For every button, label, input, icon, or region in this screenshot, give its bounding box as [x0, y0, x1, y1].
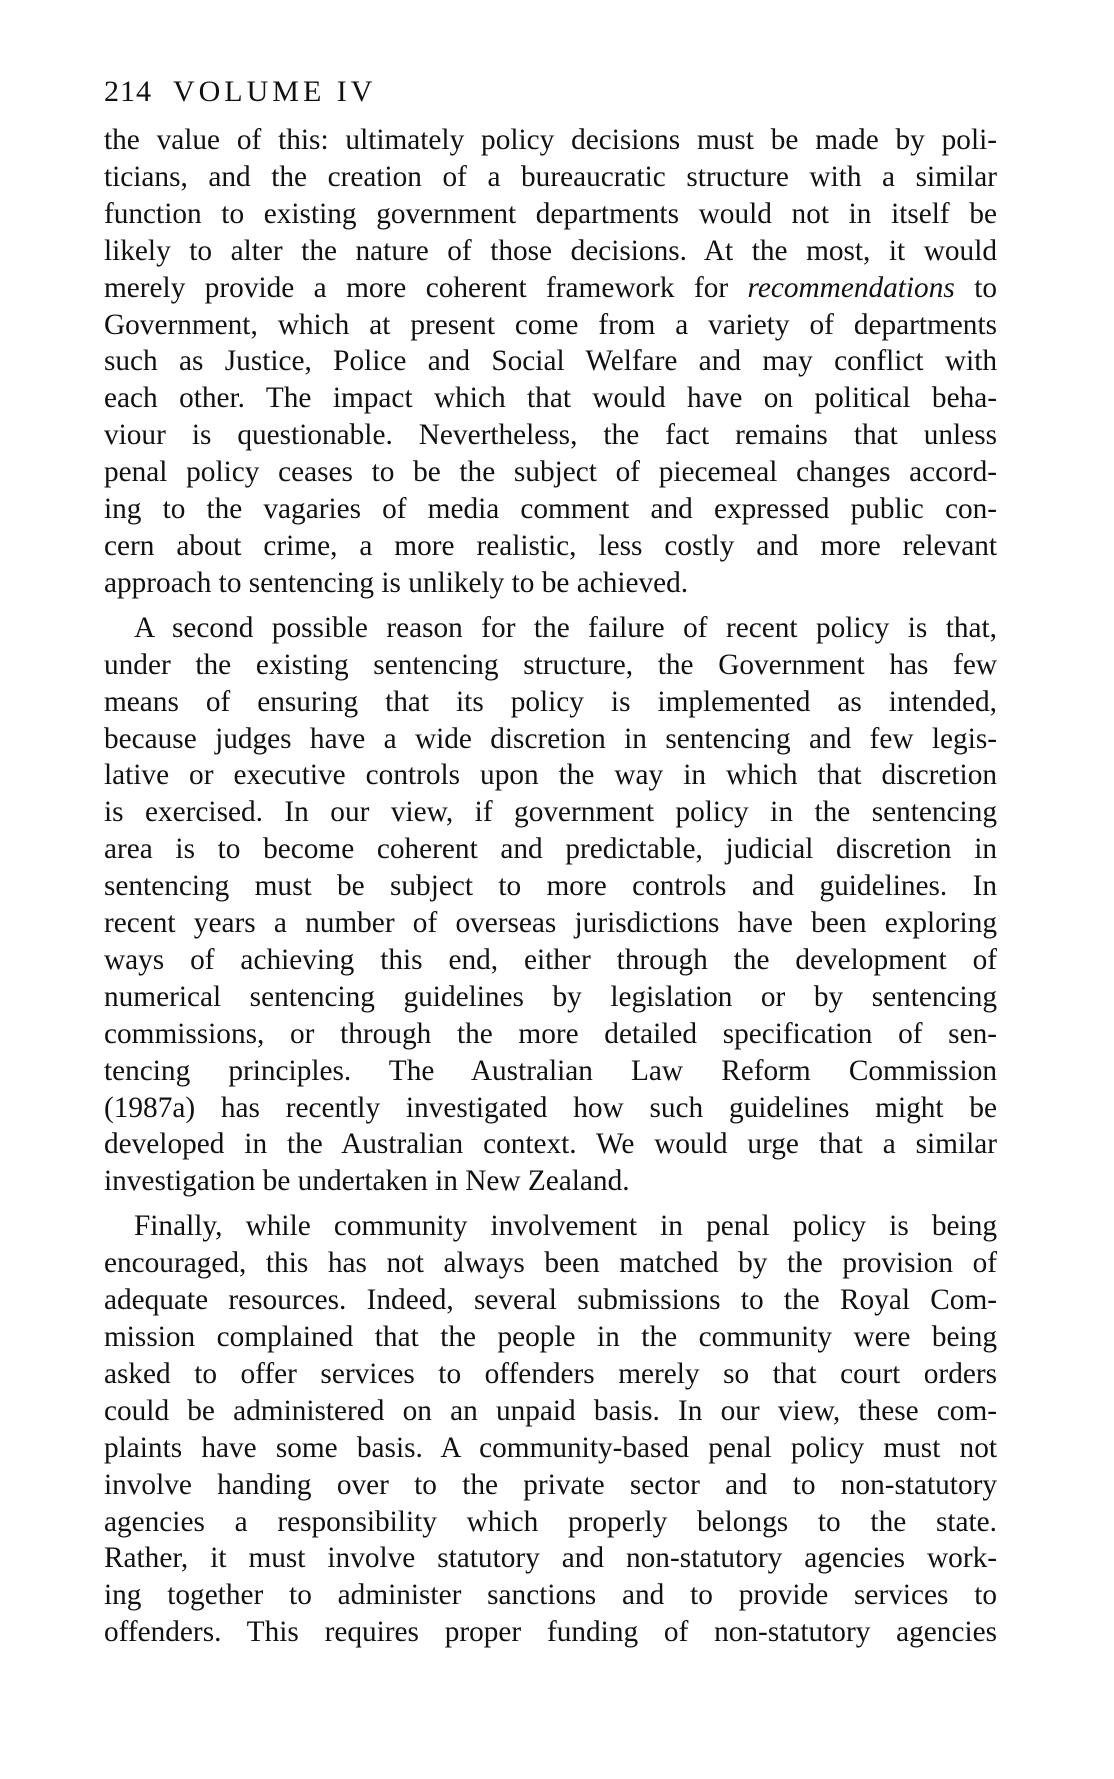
text-line: encouraged, this has not always been matched by the provision of — [104, 1247, 997, 1280]
text-line: penal policy ceases to be the subject of piecemeal changes accord- — [104, 456, 997, 489]
book-page — [104, 74, 997, 1651]
text-line: Rather, it must involve statutory and non-statutory agencies work- — [104, 1542, 997, 1575]
text-line: each other. The impact which that would have on political beha- — [104, 382, 997, 415]
text-line: ways of achieving this end, either through the development of — [104, 943, 997, 976]
paragraph-3 — [104, 1208, 997, 1651]
paragraph-2 — [104, 610, 997, 1201]
text-line: mission complained that the people in the community were being — [104, 1321, 997, 1353]
text-line: area is to become coherent and predictable, judicial discretion in — [104, 833, 997, 866]
text-line: Finally, while community involvement in penal policy is being — [134, 1210, 997, 1243]
text-line: could be administered on an unpaid basis. In our view, these com- — [104, 1394, 997, 1427]
emphasis-recommendations: recommendations — [747, 271, 955, 304]
text-line: recent years a number of overseas jurisdictions have been exploring — [104, 907, 997, 940]
text-line: A second possible reason for the failure of recent policy is that, — [134, 611, 997, 644]
text-line: offenders. This requires proper funding of non-statutory agencies — [104, 1616, 997, 1649]
text-line: cern about crime, a more realistic, less costly and more relevant — [104, 529, 997, 562]
text-line: numerical sentencing guidelines by legislation or by sentencing — [104, 980, 997, 1013]
text-line: commissions, or through the more detailed specification of sen- — [104, 1017, 997, 1050]
paragraph-gap — [104, 1200, 997, 1208]
text-line: is exercised. In our view, if government policy in the sentencing — [104, 796, 997, 829]
volume-title: VOLUME IV — [172, 75, 377, 108]
text-line: sentencing must be subject to more controls and guidelines. In — [104, 870, 997, 903]
text-line: developed in the Australian context. We would urge that a similar — [104, 1128, 997, 1161]
paragraph-1 — [104, 122, 997, 602]
text-line: such as Justice, Police and Social Welfare and may conflict with — [104, 345, 997, 378]
text-line: approach to sentencing is unlikely to be achieved. — [104, 566, 689, 599]
text-line: investigation be undertaken in New Zealand. — [104, 1165, 630, 1198]
text-line: ing to the vagaries of media comment and expressed public con- — [104, 493, 997, 526]
text-line: because judges have a wide discretion in sentencing and few legis- — [104, 722, 997, 755]
text-line: under the existing sentencing structure, the Government has few — [104, 648, 997, 681]
text-line — [104, 270, 997, 307]
paragraph-gap — [104, 602, 997, 610]
text-line: the value of this: ultimately policy decisions must be made by poli- — [104, 124, 997, 156]
text-line: (1987a) has recently investigated how such guidelines might be — [104, 1091, 997, 1124]
text-line: agencies a responsibility which properly belongs to the state. — [104, 1505, 997, 1538]
text-line: viour is questionable. Nevertheless, the fact remains that unless — [104, 419, 997, 452]
text-line: ing together to administer sanctions and to provide services to — [104, 1579, 997, 1612]
text-line: means of ensuring that its policy is implemented as intended, — [104, 685, 997, 718]
text-line: asked to offer services to offenders merely so that court orders — [104, 1357, 997, 1390]
text-line: plaints have some basis. A community-based penal policy must not — [104, 1431, 997, 1464]
text-line: function to existing government departments would not in itself be — [104, 197, 997, 230]
text-line: likely to alter the nature of those decisions. At the most, it would — [104, 234, 997, 267]
text-line: ticians, and the creation of a bureaucratic structure with a similar — [104, 160, 997, 193]
running-head — [104, 74, 997, 110]
text-line: lative or executive controls upon the way in which that discretion — [104, 759, 997, 792]
text-line: involve handing over to the private sector and to non-statutory — [104, 1468, 997, 1501]
text-line: tencing principles. The Australian Law Reform Commission — [104, 1054, 997, 1087]
text-segment: merely provide a more coherent framework for — [104, 271, 748, 304]
page-number: 214 — [104, 75, 152, 108]
text-segment: to — [954, 271, 997, 304]
text-line: Government, which at present come from a variety of departments — [104, 308, 997, 341]
text-line: adequate resources. Indeed, several submissions to the Royal Com- — [104, 1284, 997, 1317]
